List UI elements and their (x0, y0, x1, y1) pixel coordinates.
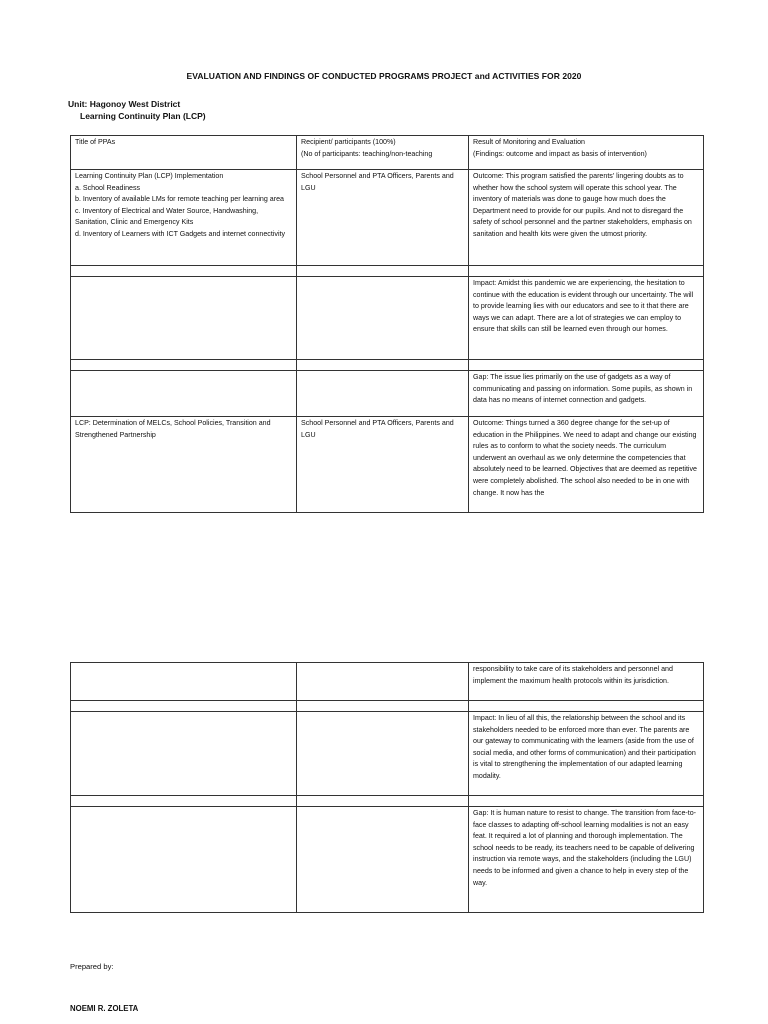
gap-cell: Gap: It is human nature to resist to change. The transition from face-to-face classes to adapting off-school learning modalities is not an easy feat. It required a lot of planning and thorough implementation. The school needs to be ready, its teachers need to be capable of delivering instruction via remote ways, and the stakeholders (including the LGU) needs to be informed and given a chance to help in every step of the way. (469, 807, 704, 913)
header-recipients-line-2: (No of participants: teaching/non-teaching (301, 149, 433, 158)
ppa-line: c. Inventory of Electrical and Water Source, Handwashing, Sanitation, Clinic and Emergency Kits (75, 206, 259, 227)
impact-cell: Impact: Amidst this pandemic we are experiencing, the hesitation to continue with the education is evident through our uncertainty. The will to provide learning lies with our educators and see to it that there are ways we can adapt. There are a lot of strategies we can employ to ensure that skills can still be learned even through our homes. (469, 277, 704, 360)
header-results (469, 136, 704, 170)
outcome-cell: Outcome: This program satisfied the parents' lingering doubts as to whether how the school system will operate this school year. The inventory of materials was done to gauge how much does the Department need to provide for our pupils. And not to disregard the safety of school personnel and the partner stakeholders, emphasis on sanitation and health kits were given the utmost priority. (469, 170, 704, 266)
ppa-line: Learning Continuity Plan (LCP) Implementation (75, 172, 224, 180)
unit-line: Unit: Hagonoy West District (68, 99, 181, 109)
table-row (71, 277, 704, 360)
header-results-line-1: Result of Monitoring and Evaluation (473, 138, 585, 146)
table-spacer-row (71, 360, 704, 371)
ppa-line: d. Inventory of Learners with ICT Gadgets and internet connectivity (75, 229, 286, 238)
unit-block (68, 98, 206, 122)
ppa-title-cell: LCP: Determination of MELCs, School Policies, Transition and Strengthened Partnership (71, 417, 297, 513)
table-row (71, 807, 704, 913)
header-title-of-ppas: Title of PPAs (71, 136, 297, 170)
table-row (71, 170, 704, 266)
plan-line: Learning Continuity Plan (LCP) (80, 111, 206, 121)
prepared-by-label: Prepared by: (70, 962, 114, 971)
table-header-row (71, 136, 704, 170)
header-recipients-line-1: Recipient/ participants (100%) (301, 138, 396, 146)
table-row (71, 417, 704, 513)
table-spacer-row (71, 266, 704, 277)
document-title: EVALUATION AND FINDINGS OF CONDUCTED PROGRAMS PROJECT and ACTIVITIES FOR 2020 (186, 71, 582, 81)
outcome-continued-cell: responsibility to take care of its stakeholders and personnel and implement the maximum health protocols within its jurisdiction. (469, 663, 704, 701)
ppa-table-page-2 (70, 662, 704, 913)
ppa-title-cell (71, 170, 297, 266)
gap-cell: Gap: The issue lies primarily on the use of gadgets as a way of communicating and passing on information. Some pupils, as shown in data has no means of internet connection and gadgets. (469, 371, 704, 417)
ppa-table-page-1 (70, 135, 704, 513)
table-spacer-row (71, 701, 704, 712)
header-results-line-2: (Findings: outcome and impact as basis of intervention) (473, 149, 647, 158)
participants-cell: School Personnel and PTA Officers, Parents and LGU (297, 170, 469, 266)
ppa-line: b. Inventory of available LMs for remote teaching per learning area (75, 195, 284, 204)
ppa-line: a. School Readiness (75, 183, 141, 192)
table-row (71, 371, 704, 417)
table-row (71, 712, 704, 796)
impact-cell: Impact: In lieu of all this, the relationship between the school and its stakeholders needed to be enforced more than ever. The parents are our gateway to communicating with the learners (aside from the use of social media, and other forms of communication) and their participation is vital to strengthening the implementation of our adapted learning modality. (469, 712, 704, 796)
preparer-name: NOEMI R. ZOLETA (70, 1004, 139, 1013)
participants-cell: School Personnel and PTA Officers, Parents and LGU (297, 417, 469, 513)
header-recipients (297, 136, 469, 170)
table-row (71, 663, 704, 701)
table-spacer-row (71, 796, 704, 807)
outcome-cell: Outcome: Things turned a 360 degree change for the set-up of education in the Philippines. We need to adapt and change our existing rules as to conform to what the society needs. The curriculum underwent an overhaul as we only determine the competencies that absolutely need to be learned. Objectives that are deemed as repetitive were completely abolished. The school also needed to be in one with change. It now has the (469, 417, 704, 513)
